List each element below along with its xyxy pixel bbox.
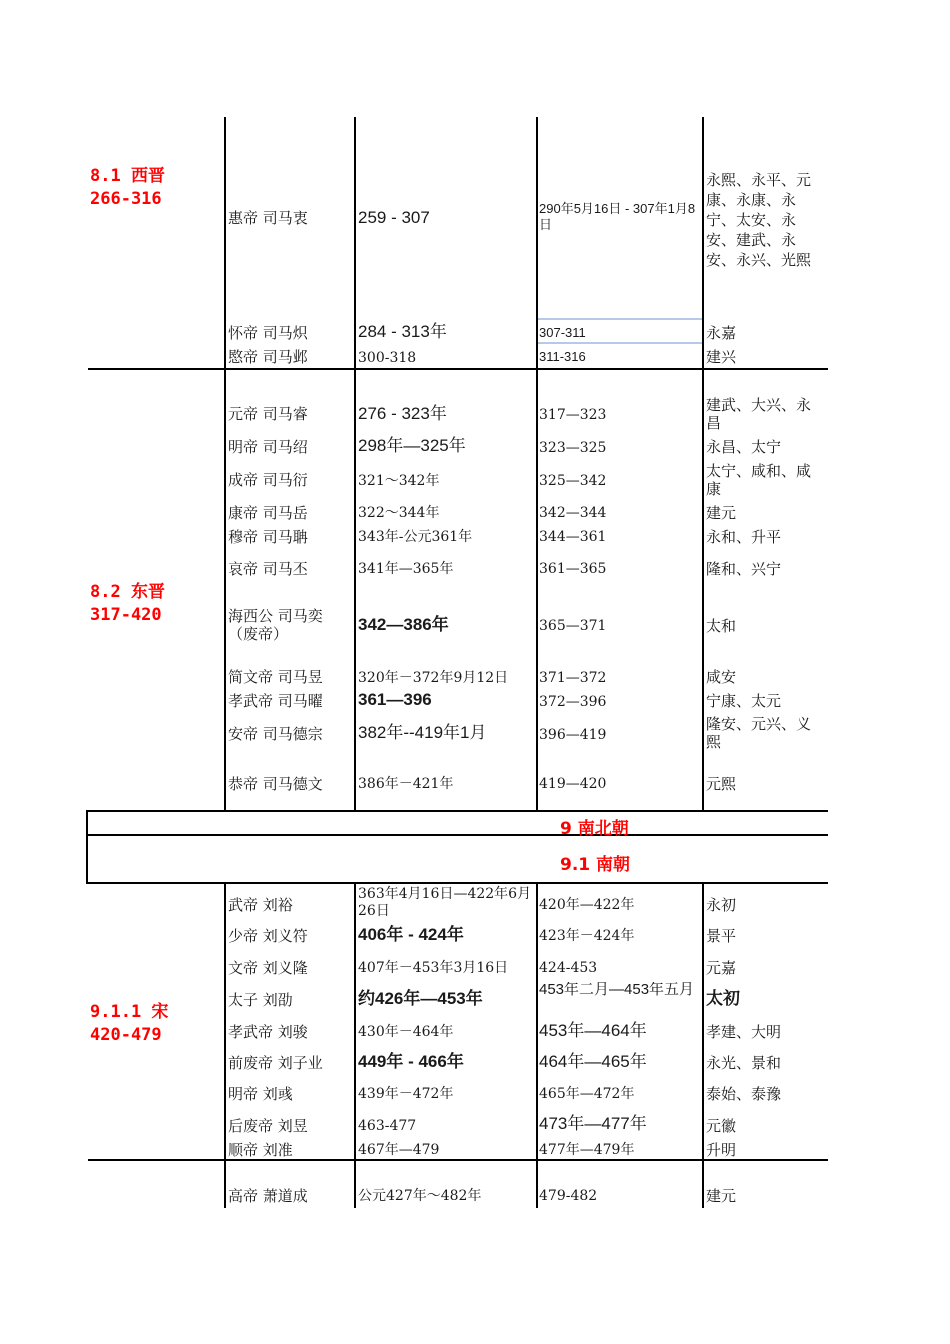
emperor-name: 顺帝 刘准 bbox=[228, 1141, 293, 1159]
lifespan: 300-318 bbox=[358, 350, 417, 366]
lifespan: 342—386年 bbox=[358, 615, 449, 634]
column-divider bbox=[224, 117, 226, 811]
era-names: 太宁、咸和、咸康 bbox=[706, 462, 812, 498]
emperor-name: 明帝 司马绍 bbox=[228, 438, 308, 456]
column-divider bbox=[702, 117, 704, 811]
lifespan: 463-477 bbox=[358, 1118, 417, 1134]
era-names: 泰始、泰豫 bbox=[706, 1085, 782, 1103]
lifespan: 298年—325年 bbox=[358, 436, 466, 455]
lifespan: 467年—479 bbox=[358, 1142, 440, 1158]
lifespan: 406年 - 424年 bbox=[358, 925, 464, 944]
lifespan: 439年－472年 bbox=[358, 1086, 454, 1102]
reign-period: 396—419 bbox=[539, 727, 607, 743]
column-divider bbox=[536, 117, 538, 811]
lifespan: 320年－372年9月12日 bbox=[358, 670, 509, 686]
lifespan: 公元427年～482年 bbox=[358, 1188, 482, 1204]
emperor-name: 孝武帝 司马曜 bbox=[228, 692, 323, 710]
era-names: 隆安、元兴、义熙 bbox=[706, 715, 812, 751]
lifespan: 343年-公元361年 bbox=[358, 529, 473, 545]
emperor-name: 海西公 司马奕（废帝） bbox=[228, 607, 323, 643]
lifespan: 449年 - 466年 bbox=[358, 1052, 464, 1071]
era-names: 元嘉 bbox=[706, 959, 737, 977]
reign-period: 453年二月—453年五月 bbox=[539, 982, 695, 996]
section-title-west-jin: 8.1 西晋 266-316 bbox=[90, 166, 165, 209]
reign-period: 479-482 bbox=[539, 1188, 598, 1204]
reign-period: 420年—422年 bbox=[539, 897, 635, 913]
section-rule bbox=[88, 1159, 828, 1161]
section-title-east-jin: 8.2 东晋 317-420 bbox=[90, 582, 165, 625]
cell-highlight-line bbox=[538, 318, 702, 320]
lifespan: 407年－453年3月16日 bbox=[358, 960, 509, 976]
reign-period: 477年—479年 bbox=[539, 1142, 635, 1158]
reign-period: 365—371 bbox=[539, 618, 607, 634]
reign-period: 342—344 bbox=[539, 505, 607, 521]
era-names: 建兴 bbox=[706, 348, 737, 366]
emperor-name: 武帝 刘裕 bbox=[228, 896, 293, 914]
emperor-name: 愍帝 司马邺 bbox=[228, 348, 308, 366]
reign-period: 464年—465年 bbox=[539, 1052, 647, 1071]
era-names: 元徽 bbox=[706, 1117, 737, 1135]
lifespan: 276 - 323年 bbox=[358, 404, 447, 423]
emperor-name: 恭帝 司马德文 bbox=[228, 775, 323, 793]
emperor-name: 惠帝 司马衷 bbox=[228, 209, 308, 227]
cell-highlight-line bbox=[538, 342, 702, 344]
emperor-name: 成帝 司马衍 bbox=[228, 471, 308, 489]
era-names: 永嘉 bbox=[706, 324, 737, 342]
emperor-name: 穆帝 司马聃 bbox=[228, 528, 308, 546]
reign-period: 344—361 bbox=[539, 529, 607, 545]
reign-period: 317—323 bbox=[539, 407, 607, 423]
emperor-name: 简文帝 司马昱 bbox=[228, 668, 323, 686]
reign-period: 323—325 bbox=[539, 440, 607, 456]
era-names: 永初 bbox=[706, 896, 737, 914]
section-title-song: 9.1.1 宋 420-479 bbox=[90, 1002, 169, 1045]
section-rule bbox=[88, 368, 828, 370]
reign-period: 361—365 bbox=[539, 561, 607, 577]
lifespan: 430年－464年 bbox=[358, 1024, 454, 1040]
reign-period: 453年—464年 bbox=[539, 1021, 647, 1040]
era-names: 永昌、太宁 bbox=[706, 438, 782, 456]
emperor-name: 怀帝 司马炽 bbox=[228, 324, 308, 342]
era-names: 元熙 bbox=[706, 775, 737, 793]
lifespan: 382年--419年1月 bbox=[358, 723, 487, 742]
lifespan: 363年4月16日—422年6月26日 bbox=[358, 886, 532, 919]
lifespan: 约426年—453年 bbox=[358, 989, 483, 1008]
reign-period: 465年—472年 bbox=[539, 1086, 635, 1102]
emperor-name: 文帝 刘义隆 bbox=[228, 959, 308, 977]
emperor-name: 哀帝 司马丕 bbox=[228, 560, 308, 578]
emperor-name: 孝武帝 刘骏 bbox=[228, 1023, 308, 1041]
emperor-name: 安帝 司马德宗 bbox=[228, 725, 323, 743]
lifespan: 361—396 bbox=[358, 690, 432, 709]
reign-period: 311-316 bbox=[539, 349, 586, 364]
lifespan: 284 - 313年 bbox=[358, 322, 447, 341]
reign-period: 325—342 bbox=[539, 473, 607, 489]
banner-box bbox=[86, 834, 828, 884]
reign-period: 290年5月16日 - 307年1月8日 bbox=[539, 201, 696, 232]
era-names: 永熙、永平、元康、永康、永宁、太安、永安、建武、永安、永兴、光熙 bbox=[706, 171, 812, 269]
banner-south: 9.1 南朝 bbox=[560, 855, 631, 875]
emperor-name: 高帝 萧道成 bbox=[228, 1187, 308, 1205]
emperor-name: 元帝 司马睿 bbox=[228, 405, 308, 423]
era-names: 孝建、大明 bbox=[706, 1023, 782, 1041]
reign-period: 423年－424年 bbox=[539, 928, 635, 944]
era-names: 建武、大兴、永昌 bbox=[706, 396, 812, 432]
era-names: 景平 bbox=[706, 927, 737, 945]
emperor-name: 后废帝 刘昱 bbox=[228, 1117, 308, 1135]
emperor-name: 明帝 刘彧 bbox=[228, 1085, 293, 1103]
lifespan: 259 - 307 bbox=[358, 208, 430, 227]
era-names: 建元 bbox=[706, 1187, 737, 1205]
banner-box bbox=[86, 810, 828, 836]
column-divider bbox=[354, 117, 356, 811]
era-names: 永光、景和 bbox=[706, 1054, 782, 1072]
reign-period: 372—396 bbox=[539, 694, 607, 710]
reign-period: 371—372 bbox=[539, 670, 607, 686]
era-names: 建元 bbox=[706, 504, 737, 522]
emperor-name: 少帝 刘义符 bbox=[228, 927, 308, 945]
reign-period: 424-453 bbox=[539, 960, 598, 976]
era-names: 咸安 bbox=[706, 668, 737, 686]
lifespan: 386年－421年 bbox=[358, 776, 454, 792]
lifespan: 341年—365年 bbox=[358, 561, 454, 577]
reign-period: 307-311 bbox=[539, 325, 586, 340]
emperor-name: 太子 刘劭 bbox=[228, 991, 293, 1009]
era-names: 升明 bbox=[706, 1141, 737, 1159]
era-names: 宁康、太元 bbox=[706, 692, 782, 710]
reign-period: 473年—477年 bbox=[539, 1114, 647, 1133]
emperor-name: 前废帝 刘子业 bbox=[228, 1054, 323, 1072]
era-names: 太和 bbox=[706, 617, 737, 635]
era-names: 隆和、兴宁 bbox=[706, 560, 782, 578]
emperor-name: 康帝 司马岳 bbox=[228, 504, 308, 522]
era-names: 太初 bbox=[706, 989, 740, 1008]
lifespan: 321～342年 bbox=[358, 473, 440, 489]
era-names: 永和、升平 bbox=[706, 528, 782, 546]
lifespan: 322～344年 bbox=[358, 505, 440, 521]
reign-period: 419—420 bbox=[539, 776, 607, 792]
banner-north-south: 9 南北朝 bbox=[560, 819, 629, 839]
